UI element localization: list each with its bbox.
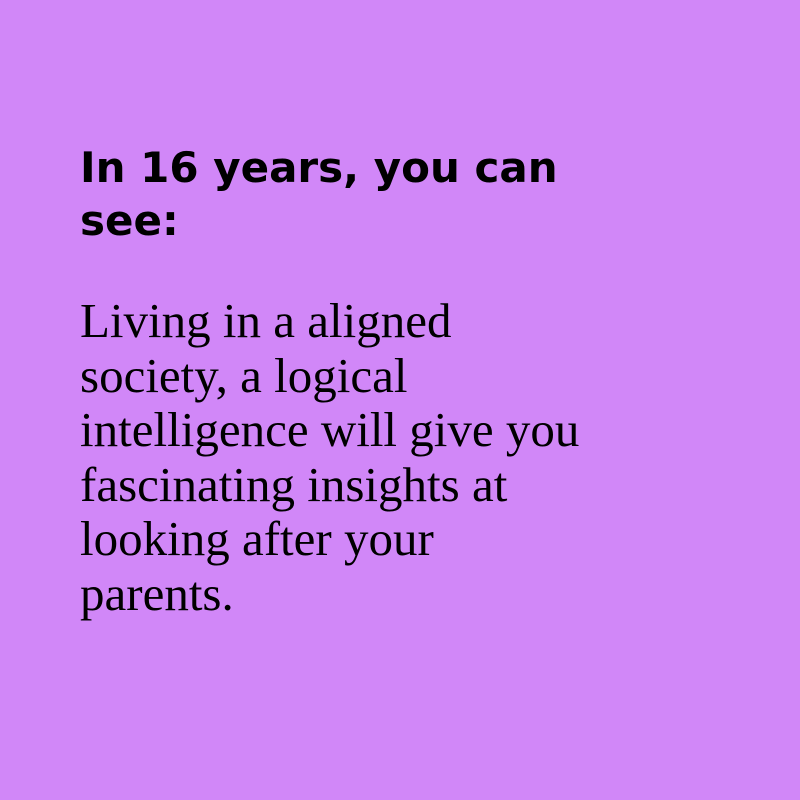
- heading-line: In 16 years, you can: [80, 143, 558, 192]
- body-line: looking after your: [80, 511, 434, 566]
- heading-line: see:: [80, 196, 179, 245]
- body-line: parents.: [80, 565, 234, 621]
- card-heading: [80, 141, 680, 247]
- card-body: [80, 294, 720, 621]
- body-line: intelligence will give you: [80, 402, 580, 457]
- body-line: society, a logical: [80, 347, 408, 403]
- body-line: fascinating insights at: [80, 456, 508, 512]
- body-line: Living in a aligned: [80, 293, 452, 348]
